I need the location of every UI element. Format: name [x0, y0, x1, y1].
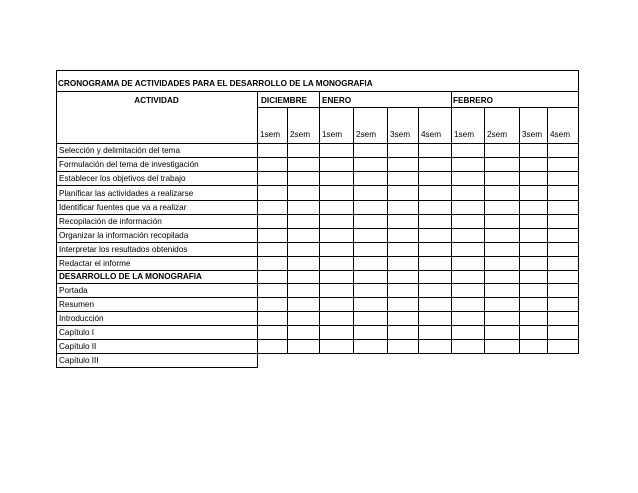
week-column-line — [484, 143, 485, 354]
title-row-border — [56, 91, 579, 92]
activity-row-label: Capítulo II — [59, 342, 97, 351]
week-label: 2sem — [356, 130, 377, 139]
week-column-line — [353, 107, 354, 144]
week-column-line — [319, 143, 320, 354]
row-border — [56, 200, 579, 201]
row-border — [56, 157, 579, 158]
week-label: 3sem — [522, 130, 543, 139]
row-border — [56, 339, 579, 340]
week-column-line — [519, 143, 520, 354]
week-label: 1sem — [454, 130, 475, 139]
schedule-title: CRONOGRAMA DE ACTIVIDADES PARA EL DESARROLLO DE LA MONOGRAFIA — [58, 79, 373, 88]
activity-row-label: Establecer los objetivos del trabajo — [59, 174, 186, 183]
week-column-line — [387, 107, 388, 144]
week-column-line — [353, 143, 354, 354]
week-column-line — [547, 143, 548, 354]
row-border — [56, 353, 579, 354]
month-header-febrero: FEBRERO — [453, 96, 494, 105]
row-border — [56, 325, 579, 326]
week-label: 1sem — [322, 130, 343, 139]
table-left-border — [56, 70, 57, 368]
week-column-line — [418, 143, 419, 354]
activity-column-border — [257, 91, 258, 368]
activity-header: ACTIVIDAD — [134, 96, 179, 105]
activity-row-label: Capítulo I — [59, 328, 95, 337]
month-separator — [319, 91, 320, 144]
week-label: 2sem — [290, 130, 311, 139]
row-border — [56, 143, 579, 144]
week-column-line — [451, 143, 452, 354]
activity-row-label: Selección y delimitación del tema — [59, 146, 181, 155]
activity-row-label: DESARROLLO DE LA MONOGRAFIA — [59, 272, 202, 281]
row-border — [56, 283, 579, 284]
week-column-line — [287, 143, 288, 354]
week-label: 2sem — [487, 130, 508, 139]
activity-row-label: Planificar las actividades a realizarse — [59, 189, 194, 198]
activity-row-label: Portada — [59, 286, 88, 295]
week-label: 4sem — [550, 130, 571, 139]
week-column-line — [547, 107, 548, 144]
week-label: 1sem — [260, 130, 281, 139]
row-border — [56, 171, 579, 172]
table-bottom-border — [56, 367, 258, 368]
activity-row-label: Introducción — [59, 314, 104, 323]
month-separator — [451, 91, 452, 144]
activity-row-label: Redactar el informe — [59, 259, 131, 268]
row-border — [56, 242, 579, 243]
activity-row-label: Resumen — [59, 300, 95, 309]
week-label: 3sem — [390, 130, 411, 139]
week-column-line — [387, 143, 388, 354]
activity-row-label: Recopilación de información — [59, 217, 162, 226]
week-column-line — [287, 107, 288, 144]
activity-row-label: Capítulo III — [59, 356, 99, 365]
week-label: 4sem — [421, 130, 442, 139]
week-column-line — [484, 107, 485, 144]
row-border — [56, 297, 579, 298]
row-border — [56, 214, 579, 215]
activity-row-label: Interpretar los resultados obtenidos — [59, 245, 188, 254]
week-column-line — [519, 107, 520, 144]
month-header-enero: ENERO — [322, 96, 352, 105]
activity-row-label: Identificar fuentes que va a realizar — [59, 203, 187, 212]
row-border — [56, 185, 579, 186]
month-header-diciembre: DICIEMBRE — [261, 96, 307, 105]
row-border — [56, 311, 579, 312]
table-top-border — [56, 70, 579, 71]
activity-row-label: Formulación del tema de investigación — [59, 160, 199, 169]
row-border — [56, 256, 579, 257]
month-row-border — [257, 107, 579, 108]
activity-row-label: Organizar la información recopilada — [59, 231, 189, 240]
week-column-line — [418, 107, 419, 144]
row-border — [56, 228, 579, 229]
